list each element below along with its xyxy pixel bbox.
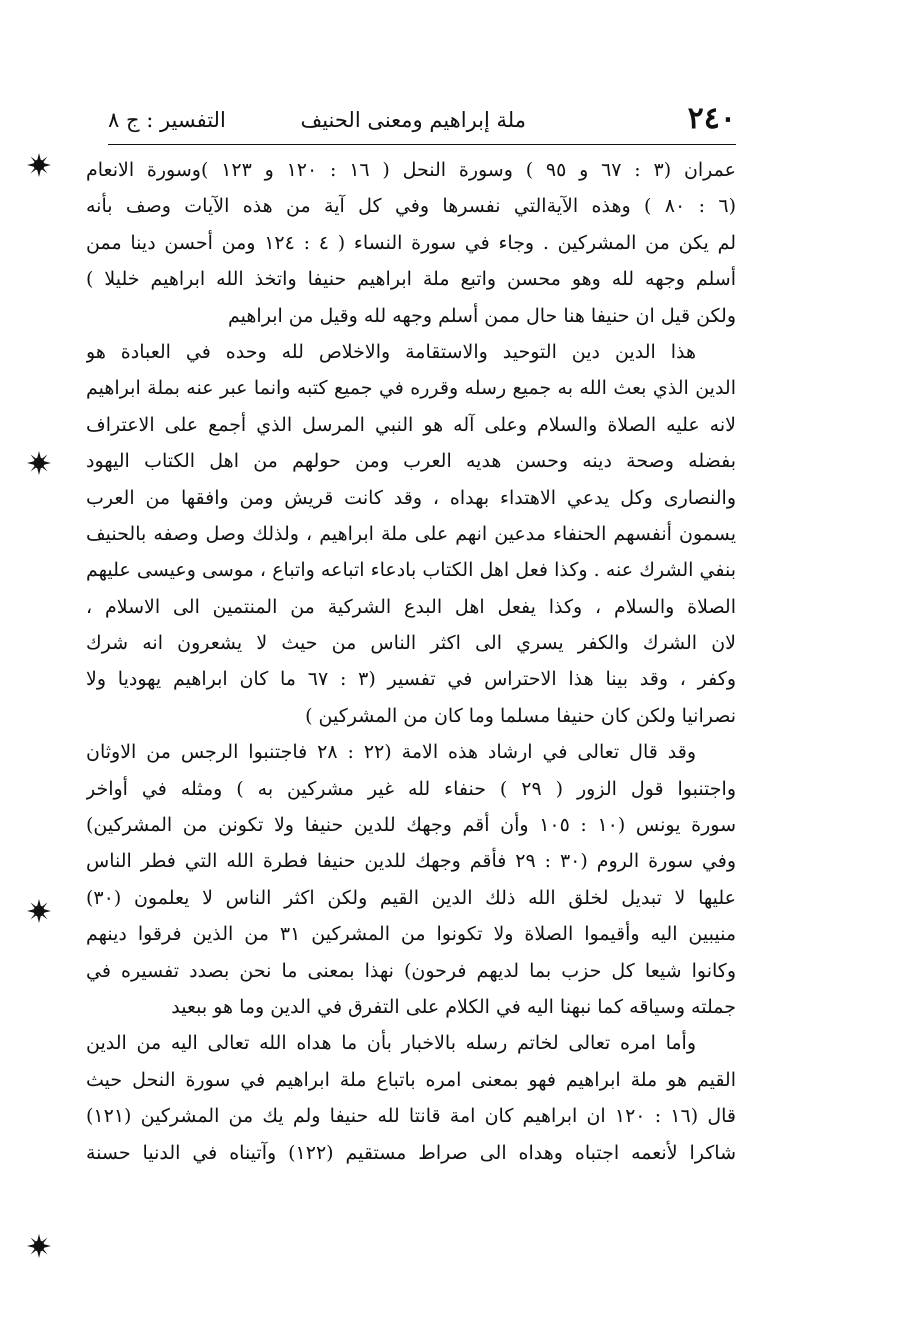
text-line: بنفي الشرك عنه . وكذا فعل اهل الكتاب بادعاء اتباعه واتباع ، موسى وعيسى عليهم — [86, 559, 736, 582]
text-line: وكانوا شيعا كل حزب بما لديهم فرحون) نهذا بمعنى ما نحن بصدد تفسيره في — [86, 959, 736, 982]
text-line: والنصارى وكل يدعي الاهتداء بهداه ، وقد كانت قريش ومن وافقها من العرب — [86, 486, 736, 509]
text-line: قال (١٦ : ١٢٠ ان ابراهيم كان امة قانتا لله حنيفا ولم يك من المشركين (١٢١) — [86, 1105, 736, 1128]
rosette-icon — [26, 898, 52, 924]
text-line: نصرانيا ولكن كان حنيفا مسلما وما كان من المشركين ) — [305, 704, 736, 727]
text-line: بفضله وصحة دينه وحسن هديه العرب ومن حولهم من اهل الكتاب اليهود — [86, 450, 736, 473]
book-reference: التفسير : ج ٨ — [108, 108, 226, 132]
page-header — [108, 100, 736, 140]
chapter-title: ملة إبراهيم ومعنى الحنيف — [300, 108, 526, 132]
text-line: وكفر ، وقد بينا هذا الاحتراس في تفسير (٣ : ٦٧ ما كان ابراهيم يهوديا ولا — [86, 668, 736, 691]
text-line: عمران (٣ : ٦٧ و ٩٥ ) وسورة النحل ( ١٦ : ١٢٠ و ١٢٣ )وسورة الانعام — [86, 159, 736, 181]
text-line: واجتنبوا قول الزور ( ٢٩ ) حنفاء لله غير مشركين به ) ومثله في أواخر — [86, 777, 736, 800]
text-line: سورة يونس (١٠ : ١٠٥ وأن أقم وجهك للدين حنيفا ولا تكونن من المشركين) — [86, 814, 736, 837]
header-divider — [108, 144, 736, 145]
paragraph-start-line: وأما امره تعالى لخاتم رسله بالاخبار بأن ما هداه الله تعالى اليه من الدين — [86, 1032, 696, 1055]
text-line: عليها لا تبديل لخلق الله ذلك الدين القيم ولكن اكثر الناس لا يعلمون (٣٠) — [86, 886, 736, 909]
text-line: الصلاة والسلام ، وكذا يفعل اهل البدع الشركية من المنتمين الى الاسلام ، — [86, 595, 736, 618]
text-line: يسمون أنفسهم الحنفاء مدعين انهم على ملة ابراهيم ، ولذلك وصل وصفه بالحنيف — [86, 522, 736, 545]
text-line: لان الشرك والكفر يسري الى اكثر الناس من حيث لا يشعرون انه شرك — [86, 632, 736, 655]
text-line: القيم هو ملة ابراهيم فهو بمعنى امره باتباع ملة ابراهيم في سورة النحل حيث — [86, 1068, 736, 1091]
rosette-icon — [26, 1233, 52, 1259]
text-line: (٦ : ٨٠ ) وهذه الآيةالتي نفسرها وفي كل آية من هذه الآيات وصف بأنه — [86, 195, 736, 218]
text-line: لم يكن من المشركين . وجاء في سورة النساء ( ٤ : ١٢٤ ومن أحسن دينا ممن — [86, 231, 736, 254]
text-line: لانه عليه الصلاة والسلام وعلى آله هو النبي المرسل الذي أجمع على الاعتراف — [86, 413, 736, 436]
text-line: جملته وسياقه كما نبهنا اليه في الكلام على التفرق في الدين وما هو ببعيد — [171, 995, 736, 1018]
text-line: أسلم وجهه لله وهو محسن واتبع ملة ابراهيم حنيفا واتخذ الله ابراهيم خليلا ) — [86, 268, 736, 291]
text-line: منيبين اليه وأقيموا الصلاة ولا تكونوا من المشركين ٣١ من الذين فرقوا دينهم — [86, 923, 736, 946]
text-line: وفي سورة الروم (٣٠ : ٢٩ فأقم وجهك للدين حنيفا فطرة الله التي فطر الناس — [86, 850, 736, 873]
text-line: الدين الذي بعث الله به جميع رسله وقرره في جميع كتبه وانما عبر عنه بملة ابراهيم — [86, 377, 736, 400]
text-line: شاكرا لأنعمه اجتباه وهداه الى صراط مستقيم (١٢٢) وآتيناه في الدنيا حسنة — [86, 1141, 736, 1164]
text-line: ولكن قيل ان حنيفا هنا حال ممن أسلم وجهه لله وقيل من ابراهيم — [228, 304, 736, 327]
paragraph-start-line: وقد قال تعالى في ارشاد هذه الامة (٢٢ : ٢٨ فاجتنبوا الرجس من الاوثان — [86, 741, 697, 764]
page-number: ٢٤٠ — [687, 101, 736, 136]
rosette-icon — [26, 152, 52, 178]
rosette-icon — [26, 450, 52, 476]
body-text — [86, 152, 736, 1171]
paragraph-start-line: هذا الدين دين التوحيد والاستقامة والاخلاص لله وحده في العبادة هو — [86, 340, 696, 363]
